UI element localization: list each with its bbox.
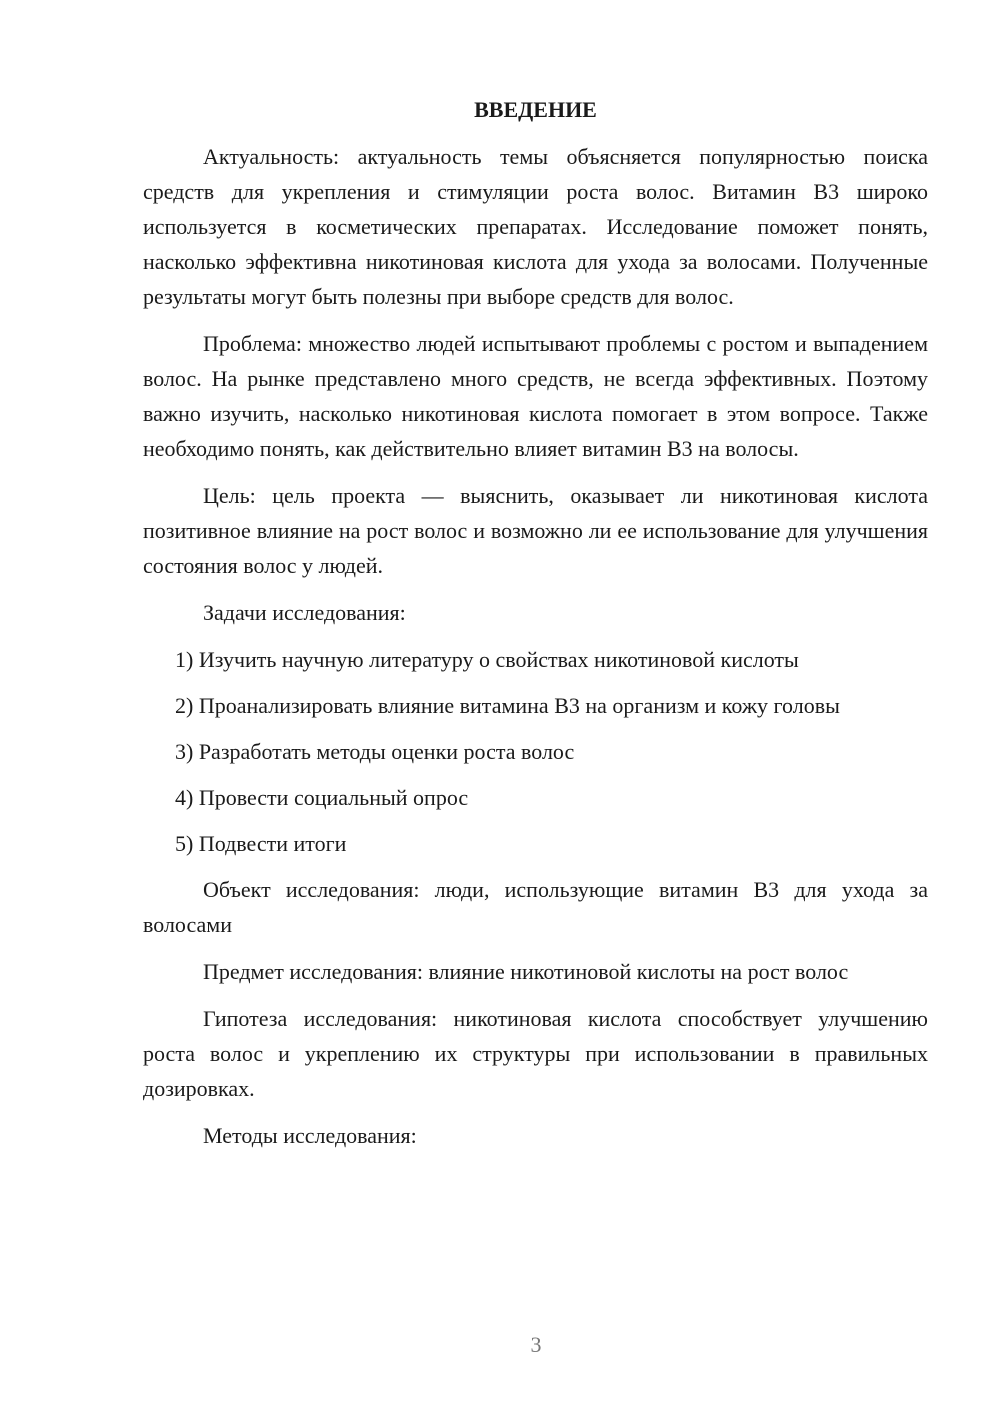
paragraph-hypothesis: Гипотеза исследования: никотиновая кислота способствует улучшению роста волос и укреплению их структуры при использовании в правильных дозировках. <box>143 1006 928 1101</box>
paragraph-subject: Предмет исследования: влияние никотиновой кислоты на рост волос <box>203 959 849 984</box>
task-item-4: 4) Провести социальный опрос <box>175 785 469 810</box>
task-item-2: 2) Проанализировать влияние витамина В3 на организм и кожу головы <box>175 693 840 718</box>
tasks-heading: Задачи исследования: <box>203 600 406 625</box>
paragraph-problem: Проблема: множество людей испытывают проблемы с ростом и выпадением волос. На рынке представлено много средств, не всегда эффективных. Поэтому важно изучить, насколько никотиновая кислота помогает в этом вопросе. Также необходимо понять, как действительно влияет витамин В3 на волосы. <box>143 331 928 461</box>
document-body <box>143 95 928 1165</box>
paragraph-goal: Цель: цель проекта — выяснить, оказывает ли никотиновая кислота позитивное влияние на рост волос и возможно ли ее использование для улучшения состояния волос у людей. <box>143 483 928 578</box>
task-item-3: 3) Разработать методы оценки роста волос <box>175 739 575 764</box>
paragraph-object: Объект исследования: люди, использующие витамин В3 для ухода за волосами <box>143 877 928 937</box>
paragraph-relevance: Актуальность: актуальность темы объясняется популярностью поиска средств для укрепления и стимуляции роста волос. Витамин В3 широко используется в косметических препаратах. Исследование поможет понять, насколько эффективна никотиновая кислота для ухода за волосами. Полученные результаты могут быть полезны при выборе средств для волос. <box>143 144 928 309</box>
page-number: 3 <box>530 1332 542 1357</box>
task-item-5: 5) Подвести итоги <box>175 831 347 856</box>
task-item-1: 1) Изучить научную литературу о свойствах никотиновой кислоты <box>175 647 799 672</box>
methods-heading: Методы исследования: <box>203 1123 417 1148</box>
section-title: ВВЕДЕНИЕ <box>474 97 597 122</box>
